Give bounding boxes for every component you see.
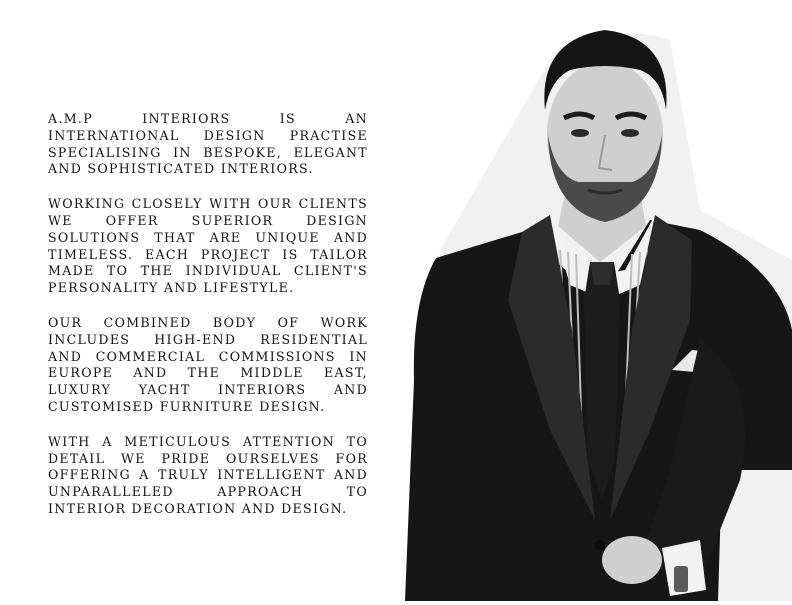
hand bbox=[602, 536, 662, 584]
about-text bbox=[48, 111, 368, 536]
left-eye bbox=[571, 129, 589, 137]
man-in-suit-portrait-icon bbox=[400, 0, 792, 601]
about-paragraph-portfolio: OUR COMBINED BODY OF WORK INCLUDES HIGH-END RESIDENTIAL AND COMMERCIAL COMMISSIONS IN EUROPE AND THE MIDDLE EAST, LUXURY YACHT INTERIORS AND CUSTOMISED FURNITURE DESIGN. bbox=[48, 314, 368, 414]
portrait-photo bbox=[400, 0, 792, 601]
jacket-button bbox=[595, 540, 605, 550]
about-paragraph-detail: WITH A METICULOUS ATTENTION TO DETAIL WE PRIDE OURSELVES FOR OFFERING A TRULY INTELLIGENT AND UNPARALLELED APPROACH TO INTERIOR DECORATION AND DESIGN. bbox=[48, 433, 368, 516]
watch bbox=[674, 566, 688, 592]
tie-knot bbox=[590, 262, 614, 285]
right-eye bbox=[621, 129, 639, 137]
about-paragraph-approach: WORKING CLOSELY WITH OUR CLIENTS WE OFFER SUPERIOR DESIGN SOLUTIONS THAT ARE UNIQUE AND TIMELESS. EACH PROJECT IS TAILOR MADE TO THE INDIVIDUAL CLIENT'S PERSONALITY AND LIFESTYLE. bbox=[48, 196, 368, 296]
about-paragraph-intro: A.M.P INTERIORS IS AN INTERNATIONAL DESIGN PRACTISE SPECIALISING IN BESPOKE, ELEGANT AND SOPHISTICATED INTERIORS. bbox=[48, 111, 368, 177]
